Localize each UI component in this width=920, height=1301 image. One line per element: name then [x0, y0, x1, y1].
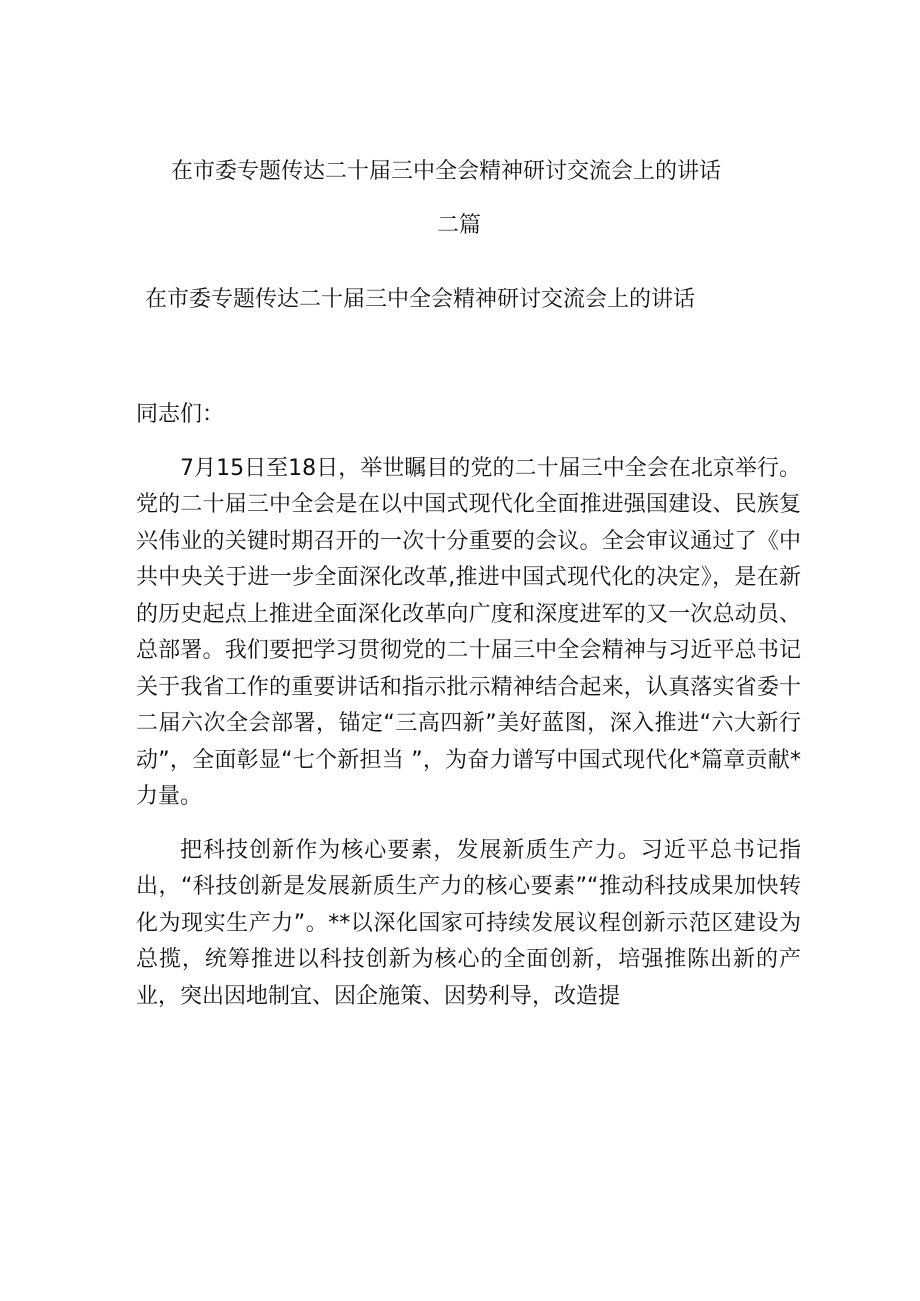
section-title: 在市委专题传达二十届三中全会精神研讨交流会上的讲话 — [145, 287, 696, 312]
document-title-suffix: 二篇 — [437, 213, 482, 238]
paragraph-2: 把科技创新作为核心要素，发展新质生产力。习近平总书记指出，“科技创新是发展新质生产力的核心要素”“推动科技成果加快转化为现实生产力”。**以深化国家可持续发展议程创新示范区建设为总揽，统筹推进以科技创新为核心的全面创新，培强推陈出新的产业，突出因地制宜、因企施策、因势利导，改造提 — [136, 837, 801, 1009]
document-title: 在市委专题传达二十届三中全会精神研讨交流会上的讲话 — [171, 159, 722, 184]
salutation: 同志们： — [136, 402, 225, 427]
paragraph-1: 7月15日至18日，举世瞩目的党的二十届三中全会在北京举行。党的二十届三中全会是在以中国式现代化全面推进强国建设、民族复兴伟业的关键时期召开的一次十分重要的会议。全会审议通过了《中共中央关于进一步全面深化改革,推进中国式现代化的决定》，是在新的历史起点上推进全面深化改革向广度和深度进军的又一次总动员、总部署。我们要把学习贯彻党的二十届三中全会精神与习近平总书记关于我省工作的重要讲话和指示批示精神结合起来，认真落实省委十二届六次全会部署，锚定“三高四新”美好蓝图，深入推进“六大新行动”，全面彰显“七个新担当 ”，为奋力谱写中国式现代化*篇章贡献*力量。 — [136, 455, 801, 809]
document-body — [136, 397, 801, 1032]
